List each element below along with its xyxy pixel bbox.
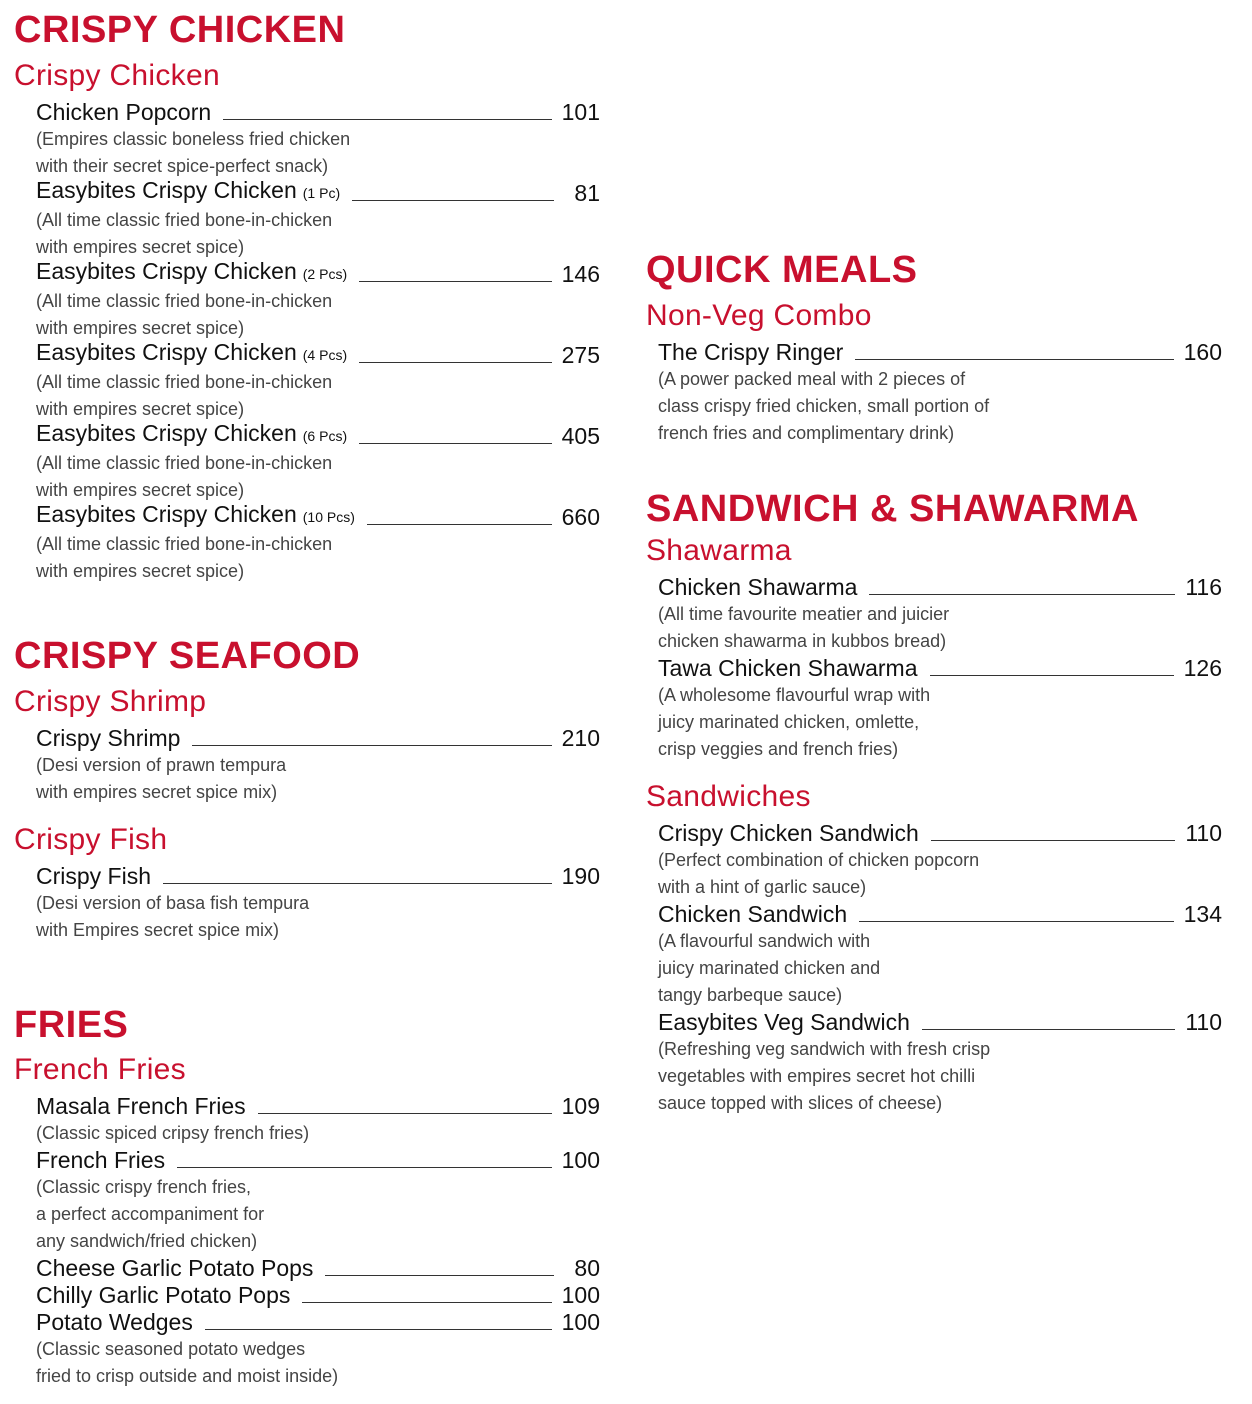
- subsection-title: Non-Veg Combo: [646, 299, 872, 332]
- item-description: (All time classic fried bone-in-chicken with empires secret spice): [36, 534, 333, 581]
- item-price: 190: [561, 863, 600, 889]
- price-leader-line: [930, 675, 1174, 676]
- item-name-text: Cheese Garlic Potato Pops: [36, 1255, 314, 1281]
- item-name: [36, 1282, 290, 1309]
- menu-item: [36, 1147, 600, 1174]
- subsection-crispy-shrimp: [14, 684, 614, 806]
- item-name: [658, 655, 918, 682]
- item-price: 109: [561, 1093, 600, 1119]
- item-name: [658, 574, 857, 601]
- section-title-fries: FRIES: [14, 1004, 129, 1046]
- item-description: (Empires classic boneless fried chicken with their secret spice-perfect snack): [36, 129, 351, 176]
- menu-item: [36, 258, 600, 288]
- subsection-title: Crispy Fish: [14, 823, 168, 856]
- section-title-crispy-chicken: CRISPY CHICKEN: [14, 9, 346, 51]
- item-description: (All time classic fried bone-in-chicken with empires secret spice): [36, 210, 333, 257]
- subsection-non-veg-combo: [646, 298, 1236, 447]
- menu-item: [36, 339, 600, 369]
- subsection-crispy-fish: [14, 822, 614, 944]
- menu-item: [658, 655, 1222, 682]
- item-name-text: Crispy Chicken Sandwich: [658, 820, 919, 846]
- price-leader-line: [325, 1275, 554, 1276]
- item-price: 116: [1185, 574, 1222, 600]
- item-name-text: Chicken Popcorn: [36, 99, 212, 125]
- menu-item-list: [36, 725, 600, 806]
- item-description: (Desi version of prawn tempura with empires secret spice mix): [36, 755, 287, 802]
- menu-item: [36, 501, 600, 531]
- item-name-text: Easybites Crispy Chicken: [36, 339, 297, 365]
- item-description: (All time favourite meatier and juicier chicken shawarma in kubbos bread): [658, 604, 950, 651]
- menu-item: [36, 1093, 600, 1120]
- item-description: (All time classic fried bone-in-chicken with empires secret spice): [36, 453, 333, 500]
- menu-item: [36, 1282, 600, 1309]
- item-description: (Perfect combination of chicken popcorn with a hint of garlic sauce): [658, 850, 980, 897]
- item-price: 134: [1183, 901, 1222, 927]
- price-leader-line: [177, 1167, 552, 1168]
- menu-item-list: [36, 863, 600, 944]
- item-name-text: Crispy Shrimp: [36, 725, 181, 751]
- menu-item-list: [36, 99, 600, 585]
- item-name-text: The Crispy Ringer: [658, 339, 844, 365]
- menu-item-list: [658, 339, 1222, 447]
- price-leader-line: [258, 1113, 552, 1114]
- item-name-text: Chilly Garlic Potato Pops: [36, 1282, 291, 1308]
- item-quantity: (1 Pc): [302, 185, 341, 201]
- item-name: [658, 901, 847, 928]
- menu-item: [658, 339, 1222, 366]
- item-description: (Classic spiced cripsy french fries): [36, 1123, 310, 1143]
- item-name: [36, 501, 355, 531]
- item-price: 110: [1185, 1009, 1222, 1035]
- item-name: [36, 177, 340, 207]
- menu-item: [658, 901, 1222, 928]
- menu-item: [36, 177, 600, 207]
- item-description: (Refreshing veg sandwich with fresh crisp vegetables with empires secret hot chilli sauce topped with slices of cheese): [658, 1039, 991, 1113]
- item-name-text: French Fries: [36, 1147, 166, 1173]
- item-price: 81: [574, 180, 600, 206]
- price-leader-line: [859, 921, 1173, 922]
- item-price: 126: [1183, 655, 1222, 681]
- price-leader-line: [367, 524, 552, 525]
- price-leader-line: [352, 200, 554, 201]
- subsection-title: Crispy Shrimp: [14, 685, 207, 718]
- item-name-text: Easybites Crispy Chicken: [36, 420, 297, 446]
- item-price: 275: [561, 342, 600, 368]
- item-name: [36, 99, 211, 126]
- item-name: [36, 420, 347, 450]
- section-title-crispy-seafood: CRISPY SEAFOOD: [14, 635, 361, 677]
- subsection-crispy-chicken: [14, 58, 614, 585]
- subsection-title: Sandwiches: [646, 780, 811, 813]
- subsection-title: Crispy Chicken: [14, 59, 220, 92]
- item-description: (A wholesome flavourful wrap with juicy marinated chicken, omlette, crisp veggies and french fries): [658, 685, 931, 759]
- menu-item-list: [658, 574, 1222, 763]
- item-name: [36, 258, 347, 288]
- menu-item-list: [658, 820, 1222, 1117]
- subsection-title: French Fries: [14, 1053, 186, 1086]
- item-price: 146: [561, 261, 600, 287]
- item-price: 100: [561, 1147, 600, 1173]
- price-leader-line: [163, 883, 552, 884]
- item-price: 660: [561, 504, 600, 530]
- item-price: 100: [561, 1309, 600, 1335]
- item-description: (All time classic fried bone-in-chicken with empires secret spice): [36, 372, 333, 419]
- item-name: [36, 1147, 165, 1174]
- item-name: [36, 863, 151, 890]
- subsection-french-fries: [14, 1052, 614, 1390]
- price-leader-line: [192, 745, 551, 746]
- item-name: [36, 1093, 246, 1120]
- item-name-text: Easybites Crispy Chicken: [36, 258, 297, 284]
- menu-item: [36, 99, 600, 126]
- price-leader-line: [302, 1302, 551, 1303]
- subsection-shawarma: [646, 533, 1236, 763]
- item-price: 100: [561, 1282, 600, 1308]
- item-description: (Classic crispy french fries, a perfect accompaniment for any sandwich/fried chicken): [36, 1177, 265, 1251]
- item-name: [658, 339, 843, 366]
- item-name: [658, 820, 919, 847]
- item-name: [658, 1009, 910, 1036]
- menu-item: [36, 420, 600, 450]
- item-price: 80: [574, 1255, 600, 1281]
- item-name: [36, 725, 180, 752]
- item-quantity: (4 Pcs): [302, 347, 348, 363]
- price-leader-line: [223, 119, 551, 120]
- item-name: [36, 339, 347, 369]
- item-description: (A power packed meal with 2 pieces of class crispy fried chicken, small portion of french fries and complimentary drink): [658, 369, 990, 443]
- menu-item: [658, 574, 1222, 601]
- price-leader-line: [931, 840, 1176, 841]
- item-description: (Desi version of basa fish tempura with Empires secret spice mix): [36, 893, 310, 940]
- item-description: (A flavourful sandwich with juicy marinated chicken and tangy barbeque sauce): [658, 931, 881, 1005]
- price-leader-line: [922, 1029, 1175, 1030]
- section-title-sandwich-shawarma: SANDWICH & SHAWARMA: [646, 488, 1139, 530]
- item-name-text: Tawa Chicken Shawarma: [658, 655, 918, 681]
- item-name-text: Potato Wedges: [36, 1309, 193, 1335]
- item-price: 160: [1183, 339, 1222, 365]
- item-name-text: Chicken Shawarma: [658, 574, 858, 600]
- menu-item: [36, 1309, 600, 1336]
- price-leader-line: [869, 594, 1175, 595]
- menu-item-list: [36, 1093, 600, 1390]
- item-quantity: (10 Pcs): [302, 509, 355, 525]
- menu-item: [658, 820, 1222, 847]
- item-name-text: Easybites Veg Sandwich: [658, 1009, 910, 1035]
- menu-item: [36, 1255, 600, 1282]
- price-leader-line: [359, 362, 552, 363]
- price-leader-line: [855, 359, 1173, 360]
- item-name: [36, 1255, 313, 1282]
- item-description: (All time classic fried bone-in-chicken with empires secret spice): [36, 291, 333, 338]
- item-name-text: Chicken Sandwich: [658, 901, 848, 927]
- item-name-text: Masala French Fries: [36, 1093, 246, 1119]
- section-title-quick-meals: QUICK MEALS: [646, 249, 918, 291]
- item-price: 110: [1185, 820, 1222, 846]
- price-leader-line: [359, 281, 552, 282]
- item-quantity: (6 Pcs): [302, 428, 348, 444]
- item-name-text: Easybites Crispy Chicken: [36, 177, 297, 203]
- menu-item: [36, 725, 600, 752]
- item-name: [36, 1309, 193, 1336]
- item-name-text: Crispy Fish: [36, 863, 152, 889]
- item-name-text: Easybites Crispy Chicken: [36, 501, 297, 527]
- item-quantity: (2 Pcs): [302, 266, 348, 282]
- price-leader-line: [205, 1329, 552, 1330]
- item-description: (Classic seasoned potato wedges fried to crisp outside and moist inside): [36, 1339, 339, 1386]
- subsection-title: Shawarma: [646, 534, 792, 567]
- subsection-sandwiches: [646, 779, 1236, 1117]
- price-leader-line: [359, 443, 552, 444]
- item-price: 405: [561, 423, 600, 449]
- item-price: 210: [561, 725, 600, 751]
- menu-item: [658, 1009, 1222, 1036]
- menu-item: [36, 863, 600, 890]
- item-price: 101: [561, 99, 600, 125]
